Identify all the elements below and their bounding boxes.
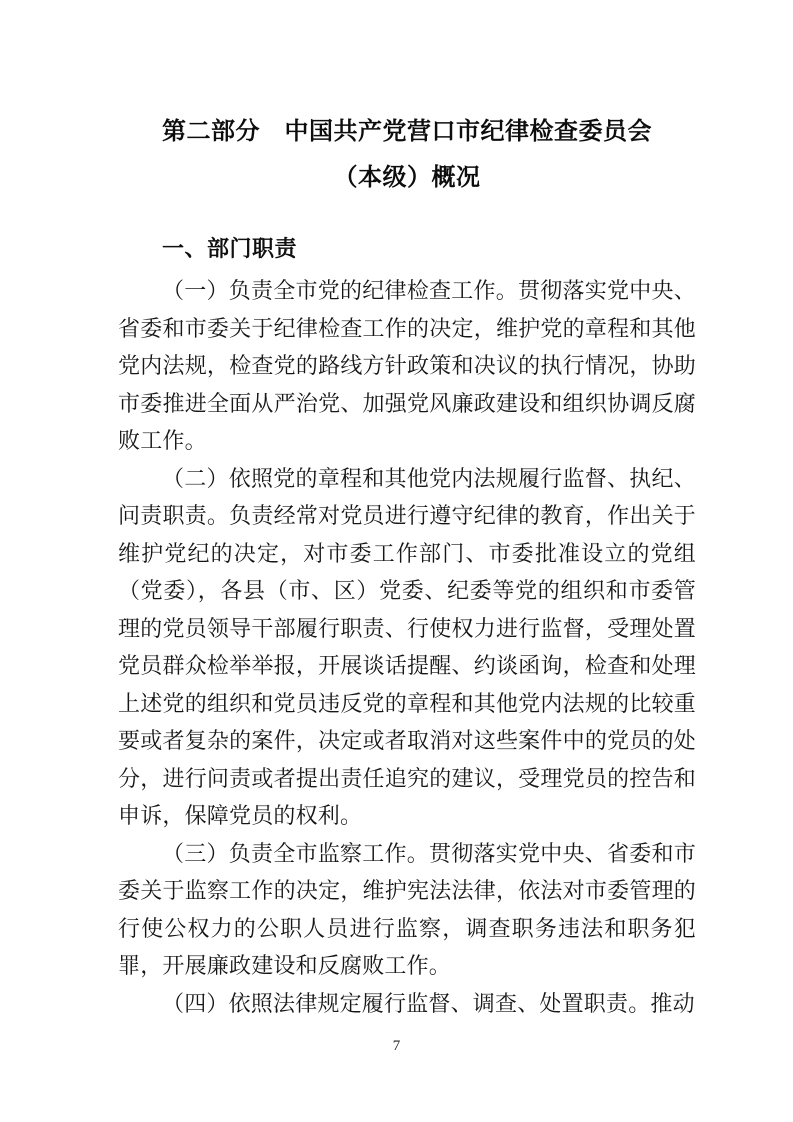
document-title bbox=[118, 109, 696, 201]
paragraph-1: （一）负责全市党的纪律检查工作。贯彻落实党中央、省委和市委关于纪律检查工作的决定，维护党的章程和其他党内法规，检查党的路线方针政策和决议的执行情况，协助市委推进全面从严治党、加强党风廉政建设和组织协调反腐败工作。 bbox=[118, 278, 696, 453]
paragraph-2: （二）依照党的章程和其他党内法规履行监督、执纪、问责职责。负责经常对党员进行遵守纪律的教育，作出关于维护党纪的决定，对市委工作部门、市委批准设立的党组（党委），各县（市、区）党委、纪委等党的组织和市委管理的党员领导干部履行职责、行使权力进行监督，受理处置党员群众检举举报，开展谈话提醒、约谈函询，检查和处理上述党的组织和党员违反党的章程和其他党内法规的比较重要或者复杂的案件，决定或者取消对这些案件中的党员的处分，进行问责或者提出责任追究的建议，受理党员的控告和申诉，保障党员的权利。 bbox=[118, 465, 696, 828]
document-title-line-1: 第二部分 中国共产党营口市纪律检查委员会 bbox=[162, 118, 652, 145]
paragraph-3: （三）负责全市监察工作。贯彻落实党中央、省委和市委关于监察工作的决定，维护宪法法律，依法对市委管理的行使公权力的公职人员进行监察，调查职务违法和职务犯罪，开展廉政建设和反腐败工作。 bbox=[118, 840, 696, 978]
document-content bbox=[118, 109, 696, 1022]
document-title-line-2: （本级）概况 bbox=[333, 164, 481, 191]
page-number: 7 bbox=[392, 1038, 401, 1054]
paragraph-4: （四）依照法律规定履行监督、调查、处置职责。推动 bbox=[162, 990, 695, 1016]
section-heading: 一、部门职责 bbox=[162, 236, 298, 261]
